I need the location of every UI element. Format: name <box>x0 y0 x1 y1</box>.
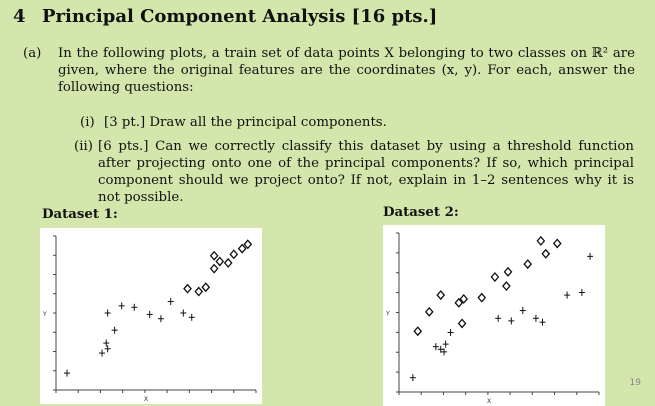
diamond-point <box>225 259 232 267</box>
diamond-point <box>505 268 512 276</box>
diamond-point <box>216 257 223 265</box>
plus-point <box>119 302 125 309</box>
plus-point <box>520 307 526 314</box>
plus-point <box>112 327 118 334</box>
plus-point <box>189 314 195 321</box>
dataset-1-chart <box>40 228 262 404</box>
section-title: Principal Component Analysis [16 pts.] <box>42 6 438 27</box>
plus-point <box>99 350 105 357</box>
diamond-point <box>202 283 209 291</box>
diamond-point <box>230 250 237 258</box>
diamond-point <box>211 252 218 260</box>
plus-point <box>495 315 501 322</box>
section-number: 4 <box>13 6 26 27</box>
diamond-point <box>211 265 218 273</box>
diamond-point <box>491 273 498 281</box>
diamond-point <box>244 240 251 248</box>
diamond-point <box>478 294 485 302</box>
plus-point <box>105 310 111 317</box>
plus-point <box>448 329 454 336</box>
question-i-text: [3 pt.] Draw all the principal components. <box>104 115 387 130</box>
diamond-point <box>537 237 544 245</box>
dataset-2-chart <box>383 225 605 406</box>
y-axis-label: Y <box>43 311 47 318</box>
plus-point <box>158 315 164 322</box>
question-i <box>80 114 636 131</box>
diamond-point <box>414 327 421 335</box>
diamond-point <box>542 250 549 258</box>
plus-point <box>64 370 70 377</box>
x-axis-label: X <box>144 396 149 403</box>
dataset-1-plot <box>40 228 262 404</box>
question-ii <box>74 138 634 206</box>
x-axis-label: X <box>487 398 492 405</box>
part-a <box>23 45 635 96</box>
section-heading <box>13 6 437 27</box>
plus-point <box>443 341 449 348</box>
plus-point <box>508 317 514 324</box>
plus-point <box>180 310 186 317</box>
dataset-1-label: Dataset 1: <box>42 207 118 222</box>
plus-point <box>131 304 137 311</box>
plus-point <box>103 340 109 347</box>
diamond-point <box>184 285 191 293</box>
question-i-label: (i) <box>80 115 95 130</box>
diamond-point <box>195 288 202 296</box>
plus-point <box>533 315 539 322</box>
diamond-point <box>426 308 433 316</box>
part-a-text: In the following plots, a train set of data points X belonging to two classes on ℝ² are given, where the original features are the coordinates (x, y). For each, answer the following questions: <box>58 46 635 95</box>
y-axis-label: Y <box>386 310 390 318</box>
plus-point <box>587 253 593 260</box>
plus-point <box>105 345 111 352</box>
plus-point <box>147 311 153 318</box>
diamond-point <box>459 319 466 327</box>
diamond-point <box>437 291 444 299</box>
page-number: 19 <box>629 378 641 388</box>
dataset-2-plot <box>383 225 605 406</box>
plus-point <box>539 319 545 326</box>
plus-point <box>564 292 570 299</box>
question-ii-text: [6 pts.] Can we correctly classify this dataset by using a threshold function after projecting onto one of the principal components? If so, which principal component should we project onto? If not, explain in 1–2 sentences why it is not possible. <box>98 139 634 205</box>
diamond-point <box>554 239 561 247</box>
dataset-2-label: Dataset 2: <box>383 205 459 220</box>
plus-point <box>410 374 416 381</box>
question-ii-label: (ii) <box>74 139 93 154</box>
part-a-label: (a) <box>23 46 42 61</box>
plus-point <box>168 298 174 305</box>
plus-point <box>579 289 585 296</box>
diamond-point <box>524 260 531 268</box>
diamond-point <box>503 282 510 290</box>
diamond-point <box>239 245 246 253</box>
